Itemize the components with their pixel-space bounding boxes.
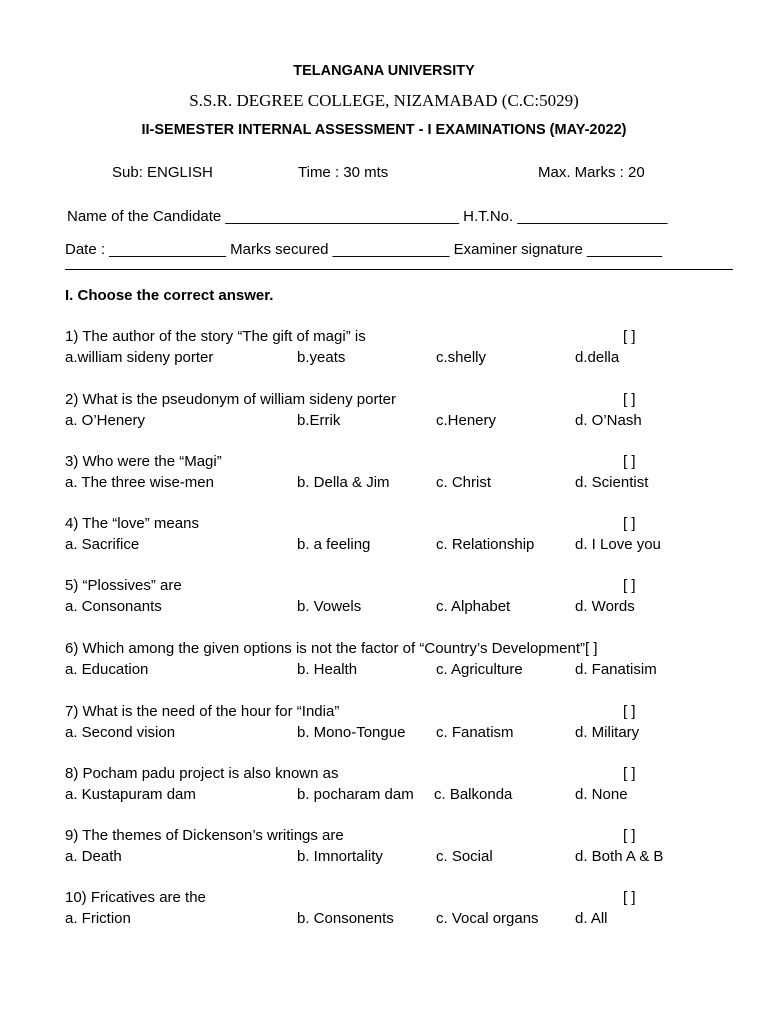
- answer-bracket: [ ]: [623, 703, 636, 720]
- option-a: a.william sideny porter: [65, 349, 214, 366]
- option-d: d.della: [575, 349, 620, 366]
- option-c: c. Fanatism: [436, 724, 514, 741]
- answer-bracket: [ ]: [623, 515, 636, 532]
- option-a: a. Friction: [65, 910, 131, 927]
- college-title: S.S.R. DEGREE COLLEGE, NIZAMABAD (C.C:5029): [189, 91, 579, 110]
- answer-bracket: [ ]: [623, 577, 636, 594]
- subject-label: Sub: ENGLISH: [112, 164, 213, 181]
- option-b: b. Health: [297, 661, 358, 678]
- question-2: [65, 391, 685, 433]
- question-8: [65, 765, 685, 807]
- option-b: b. a feeling: [297, 536, 371, 553]
- question-stem: 3) Who were the “Magi”: [65, 453, 222, 470]
- option-c: c. Vocal organs: [436, 910, 539, 927]
- option-d: d. Fanatisim: [575, 661, 657, 678]
- question-stem: 1) The author of the story “The gift of magi” is: [65, 328, 366, 345]
- question-stem: 6) Which among the given options is not the factor of “Country’s Development”[ ]: [65, 640, 598, 657]
- option-b: b. Mono-Tongue: [297, 724, 406, 741]
- option-b: b.Errik: [297, 412, 341, 429]
- option-d: d. None: [575, 786, 628, 803]
- option-d: d. Both A & B: [575, 848, 664, 865]
- option-d: d. All: [575, 910, 608, 927]
- question-4: [65, 515, 685, 557]
- option-a: a. Consonants: [65, 598, 162, 615]
- answer-bracket: [ ]: [623, 889, 636, 906]
- option-a: a. O’Henery: [65, 412, 146, 429]
- question-5: [65, 577, 685, 619]
- question-1: [65, 328, 685, 370]
- option-d: d. I Love you: [575, 536, 661, 553]
- answer-bracket: [ ]: [623, 453, 636, 470]
- option-c: c. Social: [436, 848, 493, 865]
- answer-bracket: [ ]: [623, 765, 636, 782]
- candidate-field-line: Name of the Candidate ____________________________ H.T.No. __________________: [67, 208, 668, 225]
- max-marks-label: Max. Marks : 20: [538, 164, 645, 181]
- question-3: [65, 453, 685, 495]
- option-c: c. Balkonda: [434, 786, 513, 803]
- question-stem: 9) The themes of Dickenson’s writings are: [65, 827, 344, 844]
- option-c: c.Henery: [436, 412, 497, 429]
- question-stem: 8) Pocham padu project is also known as: [65, 765, 339, 782]
- question-stem: 5) “Plossives” are: [65, 577, 182, 594]
- header-divider: [65, 269, 733, 270]
- question-stem: 2) What is the pseudonym of william sideny porter: [65, 391, 396, 408]
- question-6: [65, 640, 685, 682]
- question-7: [65, 703, 685, 745]
- option-c: c. Relationship: [436, 536, 535, 553]
- time-label: Time : 30 mts: [298, 164, 389, 181]
- option-c: c. Alphabet: [436, 598, 511, 615]
- section-title: I. Choose the correct answer.: [65, 287, 274, 304]
- option-b: b. Vowels: [297, 598, 362, 615]
- option-b: b. Consonents: [297, 910, 394, 927]
- option-a: a. Sacrifice: [65, 536, 140, 553]
- question-10: [65, 889, 685, 931]
- option-b: b. Della & Jim: [297, 474, 390, 491]
- option-a: a. Kustapuram dam: [65, 786, 196, 803]
- question-stem: 10) Fricatives are the: [65, 889, 206, 906]
- exam-title: II-SEMESTER INTERNAL ASSESSMENT - I EXAMINATIONS (MAY-2022): [141, 122, 627, 138]
- option-c: c. Agriculture: [436, 661, 523, 678]
- option-d: d. Words: [575, 598, 635, 615]
- option-a: a. Death: [65, 848, 122, 865]
- question-9: [65, 827, 685, 869]
- option-c: c.shelly: [436, 349, 487, 366]
- option-d: d. O’Nash: [575, 412, 642, 429]
- option-c: c. Christ: [436, 474, 492, 491]
- option-a: a. Education: [65, 661, 149, 678]
- university-title: TELANGANA UNIVERSITY: [293, 63, 475, 79]
- option-a: a. Second vision: [65, 724, 176, 741]
- option-d: d. Scientist: [575, 474, 649, 491]
- answer-bracket: [ ]: [623, 391, 636, 408]
- answer-bracket: [ ]: [623, 827, 636, 844]
- question-stem: 4) The “love” means: [65, 515, 199, 532]
- date-marks-signature-line: Date : ______________ Marks secured ______________ Examiner signature _________: [65, 241, 663, 258]
- option-b: b. Imnortality: [297, 848, 383, 865]
- answer-bracket: [ ]: [623, 328, 636, 345]
- option-d: d. Military: [575, 724, 640, 741]
- option-a: a. The three wise-men: [65, 474, 214, 491]
- option-b: b.yeats: [297, 349, 346, 366]
- question-stem: 7) What is the need of the hour for “India”: [65, 703, 340, 720]
- option-b: b. pocharam dam: [297, 786, 414, 803]
